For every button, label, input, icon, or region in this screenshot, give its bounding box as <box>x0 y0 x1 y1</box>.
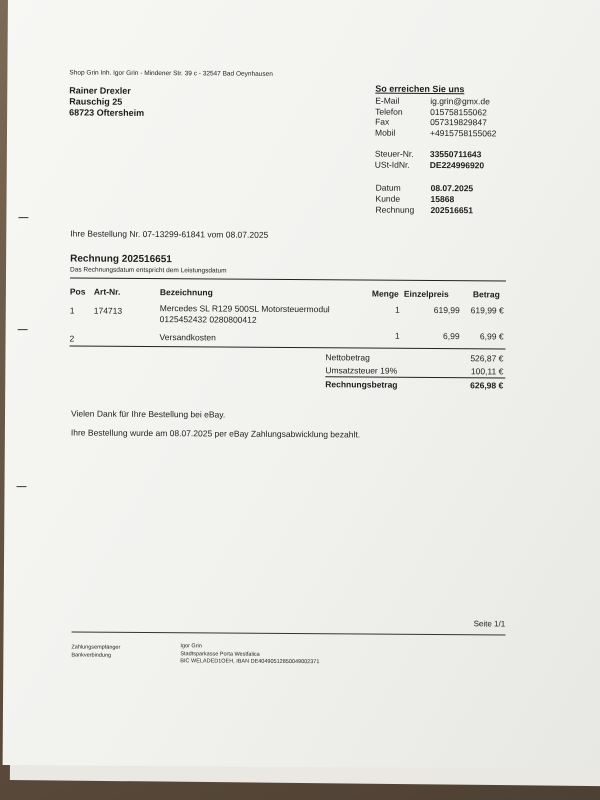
row1-amount: 619,99 € <box>470 305 504 316</box>
vat-value: 100,11 € <box>470 366 504 377</box>
bank-name: Stadtsparkasse Porta Westfalica <box>180 650 260 658</box>
fold-mark <box>18 217 28 218</box>
footer-left <box>71 644 120 659</box>
bank-details: BIC WELADED1OEH, IBAN DE40490512850049002371 <box>180 658 320 666</box>
net-value: 526,87 € <box>470 353 504 364</box>
table-top-rule <box>70 277 506 281</box>
row1-description <box>160 303 330 326</box>
payment-note: Ihre Bestellung wurde am 08.07.2025 per eBay Zahlungsabwicklung bezahlt. <box>70 427 361 440</box>
meta-label: Datum <box>375 182 401 193</box>
col-header-desc: Bezeichnung <box>159 287 213 298</box>
net-label: Nettobetrag <box>325 352 370 363</box>
row1-desc-line2: 0125452432 0280800412 <box>159 314 257 325</box>
recipient-address <box>69 85 144 119</box>
contact-label: Telefon <box>375 106 403 117</box>
col-header-art: Art-Nr. <box>93 286 121 297</box>
meta-values <box>430 183 473 216</box>
col-header-qty: Menge <box>371 288 399 299</box>
row2-unit-price: 6,99 <box>443 331 460 342</box>
row1-desc-line1: Mercedes SL R129 500SL Motorsteuermodul <box>159 303 330 315</box>
meta-labels <box>375 183 414 216</box>
tax-label: Steuer-Nr. <box>374 148 414 159</box>
row2-pos: 2 <box>69 333 75 344</box>
row2-amount: 6,99 € <box>479 331 504 342</box>
invoice-subtitle: Das Rechnungsdatum entspricht dem Leistungsdatum <box>70 266 227 275</box>
tax-values <box>430 149 485 170</box>
meta-label: Kunde <box>375 193 401 204</box>
recipient-street: Rauschig 25 <box>69 96 123 107</box>
fold-mark <box>17 486 27 487</box>
email-value: ig.grin@gmx.de <box>430 95 490 107</box>
contact-label: Mobil <box>374 127 396 138</box>
customer-value: 15868 <box>430 193 455 205</box>
mobile-value: +4915758155062 <box>429 127 497 138</box>
invoice-title: Rechnung 202516651 <box>70 253 172 266</box>
vat-label: Umsatzsteuer 19% <box>325 365 398 376</box>
bank-label: Bankverbindung <box>71 651 112 659</box>
payee-name: Igor Grin <box>180 643 202 650</box>
totals-rule <box>325 376 505 378</box>
invoice-number-value: 202516651 <box>430 204 474 216</box>
fax-value: 057319829847 <box>430 116 487 128</box>
contact-label: Fax <box>375 116 390 127</box>
col-header-amount: Betrag <box>472 289 500 300</box>
punch-mark <box>18 329 28 330</box>
contact-labels <box>375 96 403 138</box>
col-header-unit: Einzelpreis <box>403 288 449 300</box>
footer-right <box>180 643 319 666</box>
meta-label: Rechnung <box>375 204 415 215</box>
total-label: Rechnungsbetrag <box>325 379 398 390</box>
col-header-pos: Pos <box>69 286 86 297</box>
payee-label: Zahlungsempfänger <box>71 644 121 651</box>
row1-art: 174713 <box>93 305 123 316</box>
date-value: 08.07.2025 <box>430 182 474 194</box>
row2-qty: 1 <box>394 330 400 341</box>
ust-id-value: DE224996920 <box>429 159 485 170</box>
phone-value: 015758155062 <box>430 106 487 117</box>
row1-pos: 1 <box>69 305 75 316</box>
invoice-page <box>3 0 600 769</box>
contact-values <box>430 96 497 138</box>
contact-label: E-Mail <box>375 95 400 106</box>
tax-label: USt-IdNr. <box>374 159 410 170</box>
recipient-city: 68723 Oftersheim <box>69 107 145 118</box>
page-number: Seite 1/1 <box>473 619 506 629</box>
recipient-name: Rainer Drexler <box>69 85 131 96</box>
tax-labels <box>375 149 414 170</box>
total-value: 626,98 € <box>470 380 504 391</box>
contact-heading: So erreichen Sie uns <box>375 83 465 95</box>
table-bottom-rule <box>70 345 506 349</box>
row2-description: Versandkosten <box>159 332 216 343</box>
sender-line: Shop Grin Inh. Igor Grin - Mindener Str. 39 c - 32547 Bad Oeynhausen <box>69 69 273 78</box>
steuer-nr-value: 33550711643 <box>429 148 482 160</box>
row1-unit-price: 619,99 <box>433 304 460 316</box>
row1-qty: 1 <box>395 304 400 315</box>
order-reference: Ihre Bestellung Nr. 07-13299-61841 vom 08.07.2025 <box>70 228 269 240</box>
thanks-note: Vielen Dank für Ihre Bestellung bei eBay. <box>71 408 226 420</box>
footer-rule <box>72 631 506 635</box>
